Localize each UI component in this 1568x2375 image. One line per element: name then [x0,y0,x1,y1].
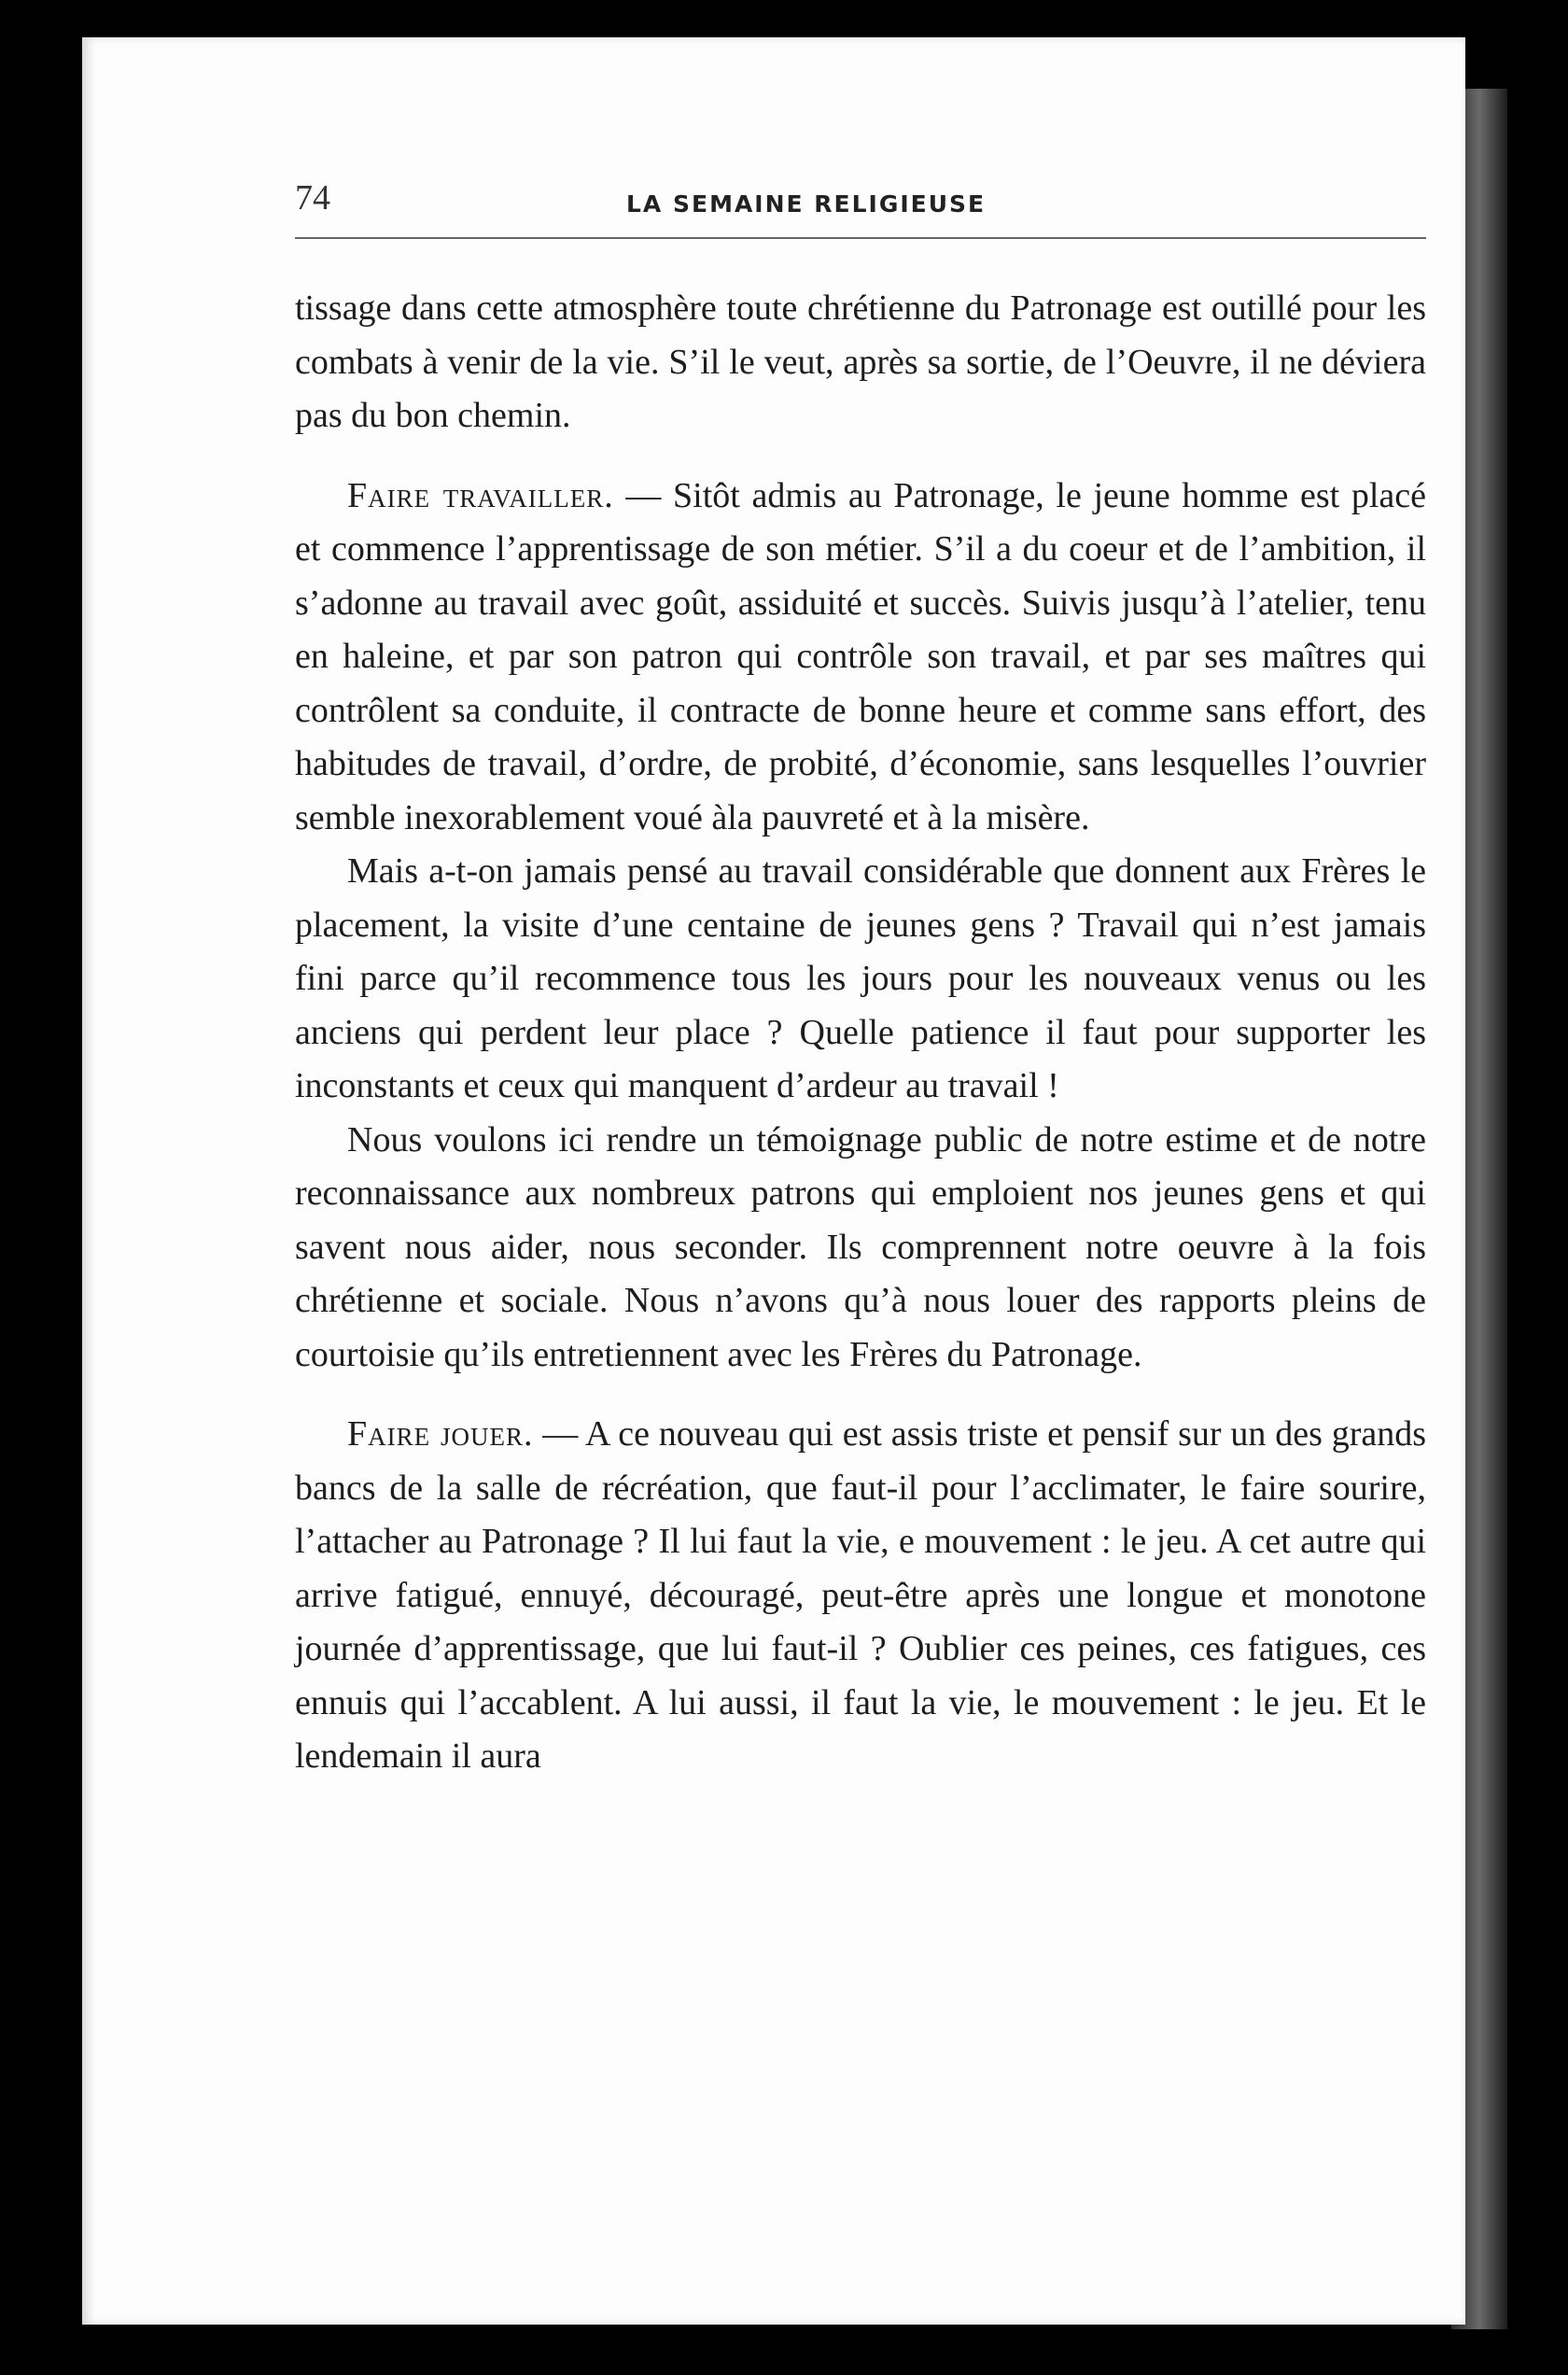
paragraph: Mais a-t-on jamais pensé au travail considérable que donnent aux Frères le placement, la visite d’une centaine de jeunes gens ? Travail qui n’est jamais fini parce qu’il recommence tous les jours pour les nouveaux venus ou les anciens qui perdent leur place ? Quelle patience il faut pour supporter les inconstants et ceux qui manquent d’ardeur au travail ! [295,851,1426,1105]
section-heading: Faire jouer. [347,1414,534,1454]
paragraph [295,470,1426,846]
running-head [295,177,1426,243]
page-number: 74 [295,178,330,218]
book-page [82,37,1465,2325]
page-content [295,177,1426,1784]
body-text [295,282,1426,1784]
paragraph: tissage dans cette atmosphère toute chrétienne du Patronage est outillé pour les combats à venir de la vie. S’il le veut, après sa sortie, de l’Oeuvre, il ne déviera pas du bon chemin. [295,288,1426,435]
paragraph-text: — A ce nouveau qui est assis triste et pensif sur un des grands bancs de la salle de récréation, que faut-il pour l’acclimater, le faire sourire, l’attacher au Patronage ? Il lui faut la vie, e mouvement : le jeu. A cet autre qui arrive fatigué, ennuyé, découragé, peut-être après une longue et monotone journée d’apprentissage, que lui faut-il ? Oublier ces peines, ces fatigues, ces ennuis qui l’accablent. A lui aussi, il faut la vie, le mouvement : le jeu. Et le lendemain il aura [295,1414,1426,1776]
paragraph: Nous voulons ici rendre un témoignage public de notre estime et de notre reconnaissance aux nombreux patrons qui emploient nos jeunes gens et qui savent nous aider, nous seconder. Ils comprennent notre oeuvre à la fois chrétienne et sociale. Nous n’avons qu’à nous louer des rapports pleins de courtoisie qu’ils entretiennent avec les Frères du Patronage. [295,1119,1426,1374]
section-heading: Faire travailler. [347,475,614,515]
header-rule [295,237,1426,239]
running-title: LA SEMAINE RELIGIEUSE [626,190,987,218]
paragraph [295,1408,1426,1784]
paragraph-text: — Sitôt admis au Patronage, le jeune homme est placé et commence l’apprentissage de son métier. S’il a du coeur et de l’ambition, il s’adonne au travail avec goût, assiduité et succès. Suivis jusqu’à l’atelier, tenu en haleine, et par son patron qui contrôle son travail, et par ses maîtres qui contrôlent sa conduite, il contracte de bonne heure et comme sans effort, des habitudes de travail, d’ordre, de probité, d’économie, sans lesquelles l’ouvrier semble inexorablement voué àla pauvreté et à la misère. [295,475,1427,837]
